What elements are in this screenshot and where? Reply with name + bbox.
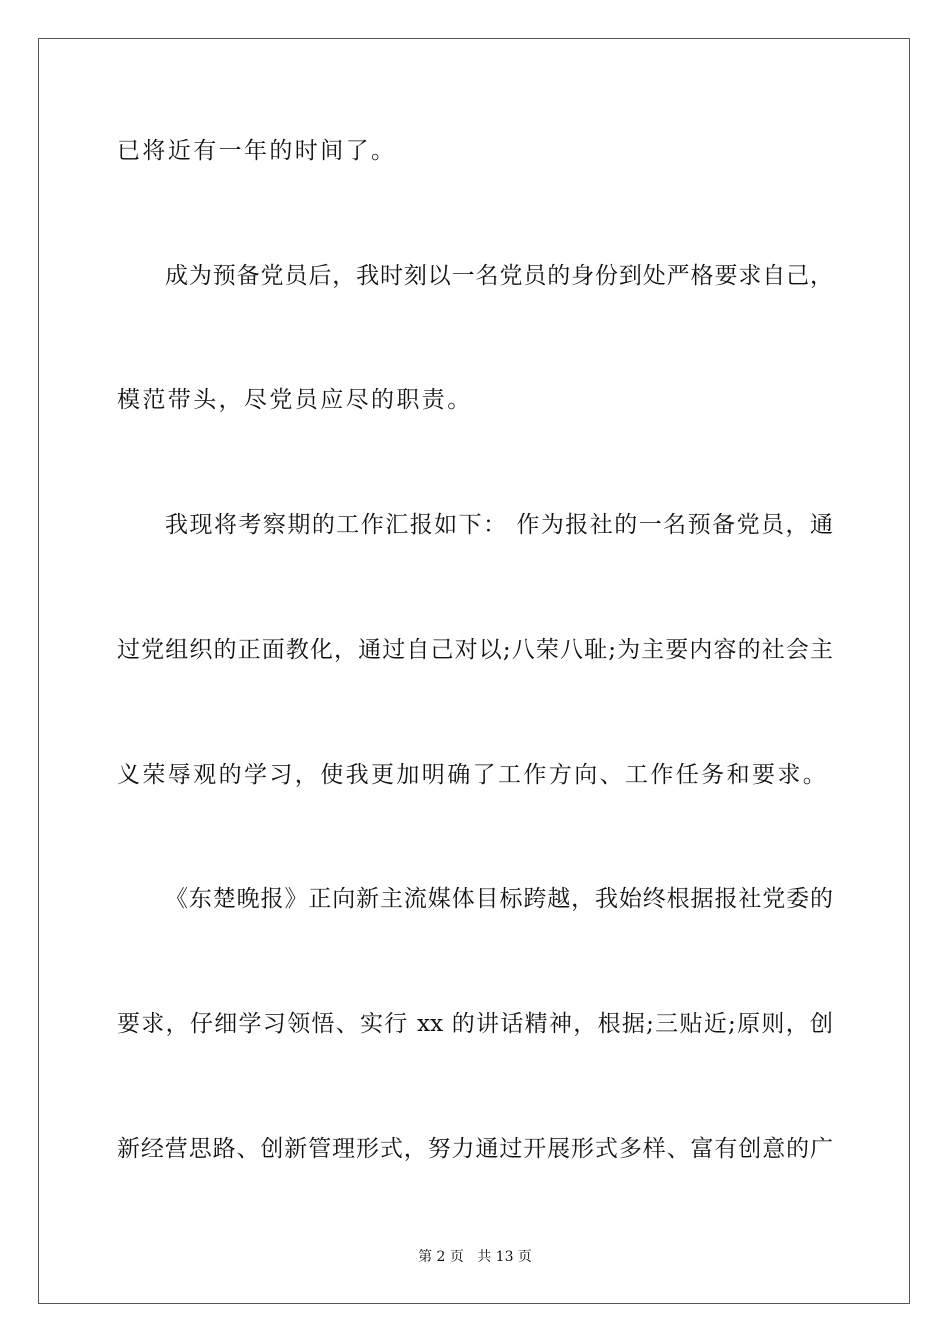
paragraph-line: 义荣辱观的学习，使我更加明确了工作方向、工作任务和要求。 xyxy=(117,762,829,788)
page-border xyxy=(38,38,910,1304)
paragraph-line: 要求，仔细学习领悟、实行 xx 的讲话精神，根据;三贴近;原则，创 xyxy=(117,1011,833,1037)
paragraph-line: 过党组织的正面教化，通过自己对以;八荣八耻;为主要内容的社会主 xyxy=(117,637,833,663)
paragraph-line: 模范带头，尽党员应尽的职责。 xyxy=(117,387,473,413)
paragraph-line: 我现将考察期的工作汇报如下： 作为报社的一名预备党员，通 xyxy=(165,512,833,538)
paragraph-line: 新经营思路、创新管理形式，努力通过开展形式多样、富有创意的广 xyxy=(117,1136,833,1162)
paragraph-line: 成为预备党员后，我时刻以一名党员的身份到处严格要求自己， xyxy=(165,263,833,289)
page-number-footer: 第 2 页 共 13 页 xyxy=(418,1249,532,1265)
paragraph-line: 《东楚晚报》正向新主流媒体目标跨越，我始终根据报社党委的 xyxy=(165,886,833,912)
paragraph-line: 已将近有一年的时间了。 xyxy=(117,138,397,164)
